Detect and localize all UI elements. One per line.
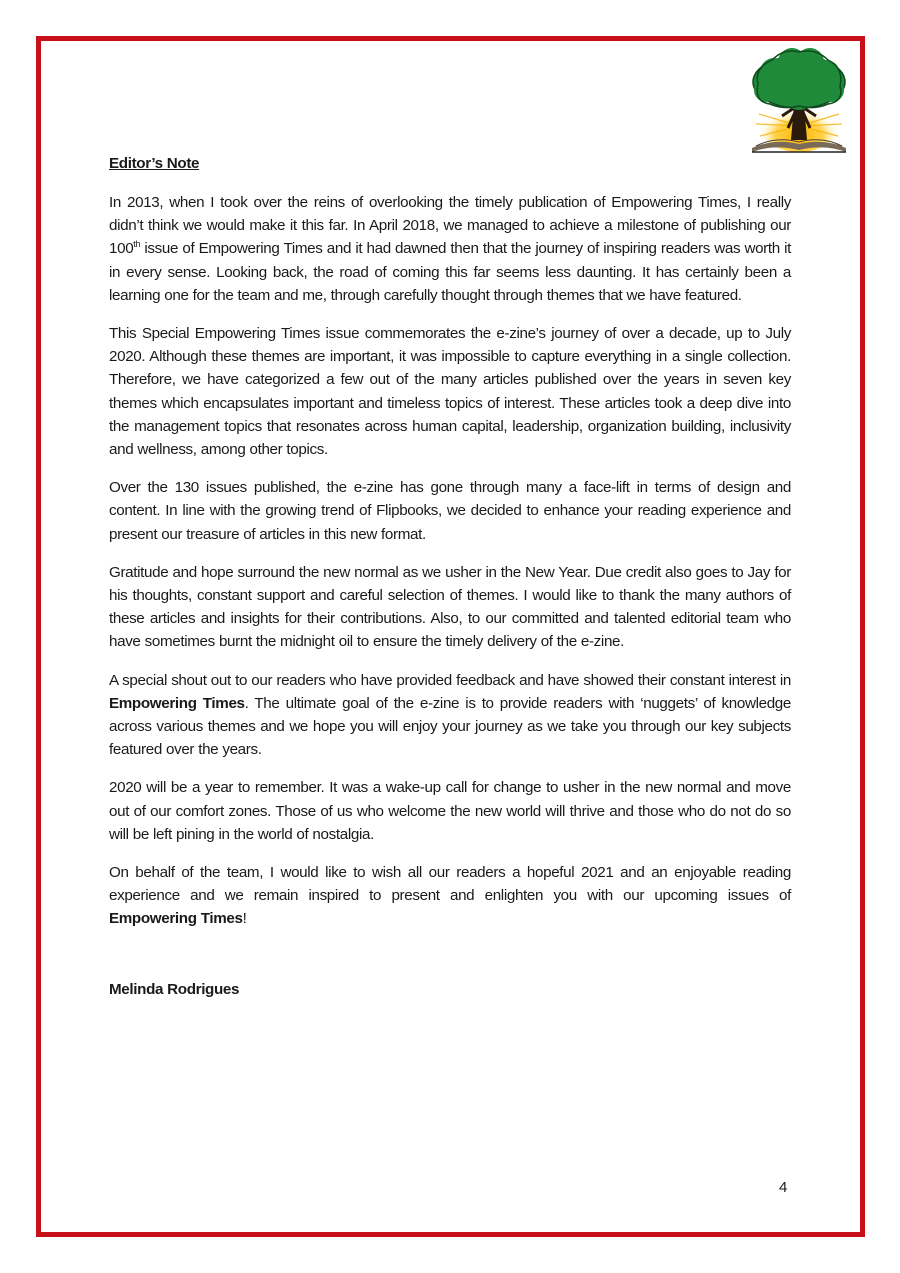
paragraph-6: 2020 will be a year to remember. It was a wake-up call for change to usher in the new normal and move out of our comfort zones. Those of us who welcome the new world will thrive and those who do not do so will be left pining in the world of nostalgia.: [109, 779, 791, 843]
paragraph-7-text-a: On behalf of the team, I would like to wish all our readers a hopeful 2021 and an enjoyable reading experience and we remain inspired to present and enlighten you with our upcoming issues of: [109, 864, 791, 905]
publication-name-bold: Empowering Times: [109, 910, 243, 928]
paragraph-5-text-b: . The ultimate goal of the e-zine is to provide readers with ‘nuggets’ of knowledge across various themes and we hope you will enjoy your journey as we take you through our key subjects featured over the years.: [109, 694, 791, 759]
paragraph-1-text-a: In 2013, when I took over the reins of overlooking the timely publication of Empowering Times, I really didn’t think we would make it this far. In April 2018, we managed to achieve a milestone of publishing our 100: [109, 194, 791, 258]
article-title: Editor’s Note: [109, 155, 200, 172]
paragraph-5: [109, 669, 791, 762]
ordinal-superscript: th: [133, 239, 141, 250]
page-number: 4: [779, 1179, 788, 1196]
paragraph-1: [109, 191, 791, 307]
paragraph-7-text-b: !: [242, 910, 247, 928]
editors-note-article: [109, 152, 791, 1001]
tree-book-logo-icon: [744, 44, 854, 156]
paragraph-1-text-b: issue of Empowering Times and it had dawned then that the journey of inspiring readers was worth it in every sense. Looking back, the road of coming this far seems less daunting. It has certainly been a learning one for the team and me, through carefully thought through themes that we have featured.: [109, 240, 791, 304]
publication-name-bold: Empowering Times: [109, 694, 245, 712]
paragraph-4: Gratitude and hope surround the new normal as we usher in the New Year. Due credit also goes to Jay for his thoughts, constant support and careful selection of themes. I would like to thank the many authors of these articles and insights for their contributions. Also, to our committed and talented editorial team who have sometimes burnt the midnight oil to ensure the timely delivery of the e-zine.: [109, 563, 791, 651]
author-signature: Melinda Rodrigues: [109, 980, 240, 998]
paragraph-2: This Special Empowering Times issue commemorates the e-zine’s journey of over a decade, up to July 2020. Although these themes are important, it was impossible to capture everything in a single collection. Therefore, we have categorized a few out of the many articles published over the years in seven key themes which encapsulates important and timeless topics of interest. These articles took a deep dive into the management topics that resonates across human capital, leadership, organization building, inclusivity and wellness, among other topics.: [109, 325, 791, 459]
paragraph-7: [109, 861, 791, 931]
paragraph-5-text-a: A special shout out to our readers who have provided feedback and have showed their constant interest in: [109, 671, 791, 689]
paragraph-3: Over the 130 issues published, the e-zine has gone through many a face-lift in terms of design and content. In line with the growing trend of Flipbooks, we decided to enhance your reading experience and present our treasure of articles in this new format.: [109, 479, 791, 543]
